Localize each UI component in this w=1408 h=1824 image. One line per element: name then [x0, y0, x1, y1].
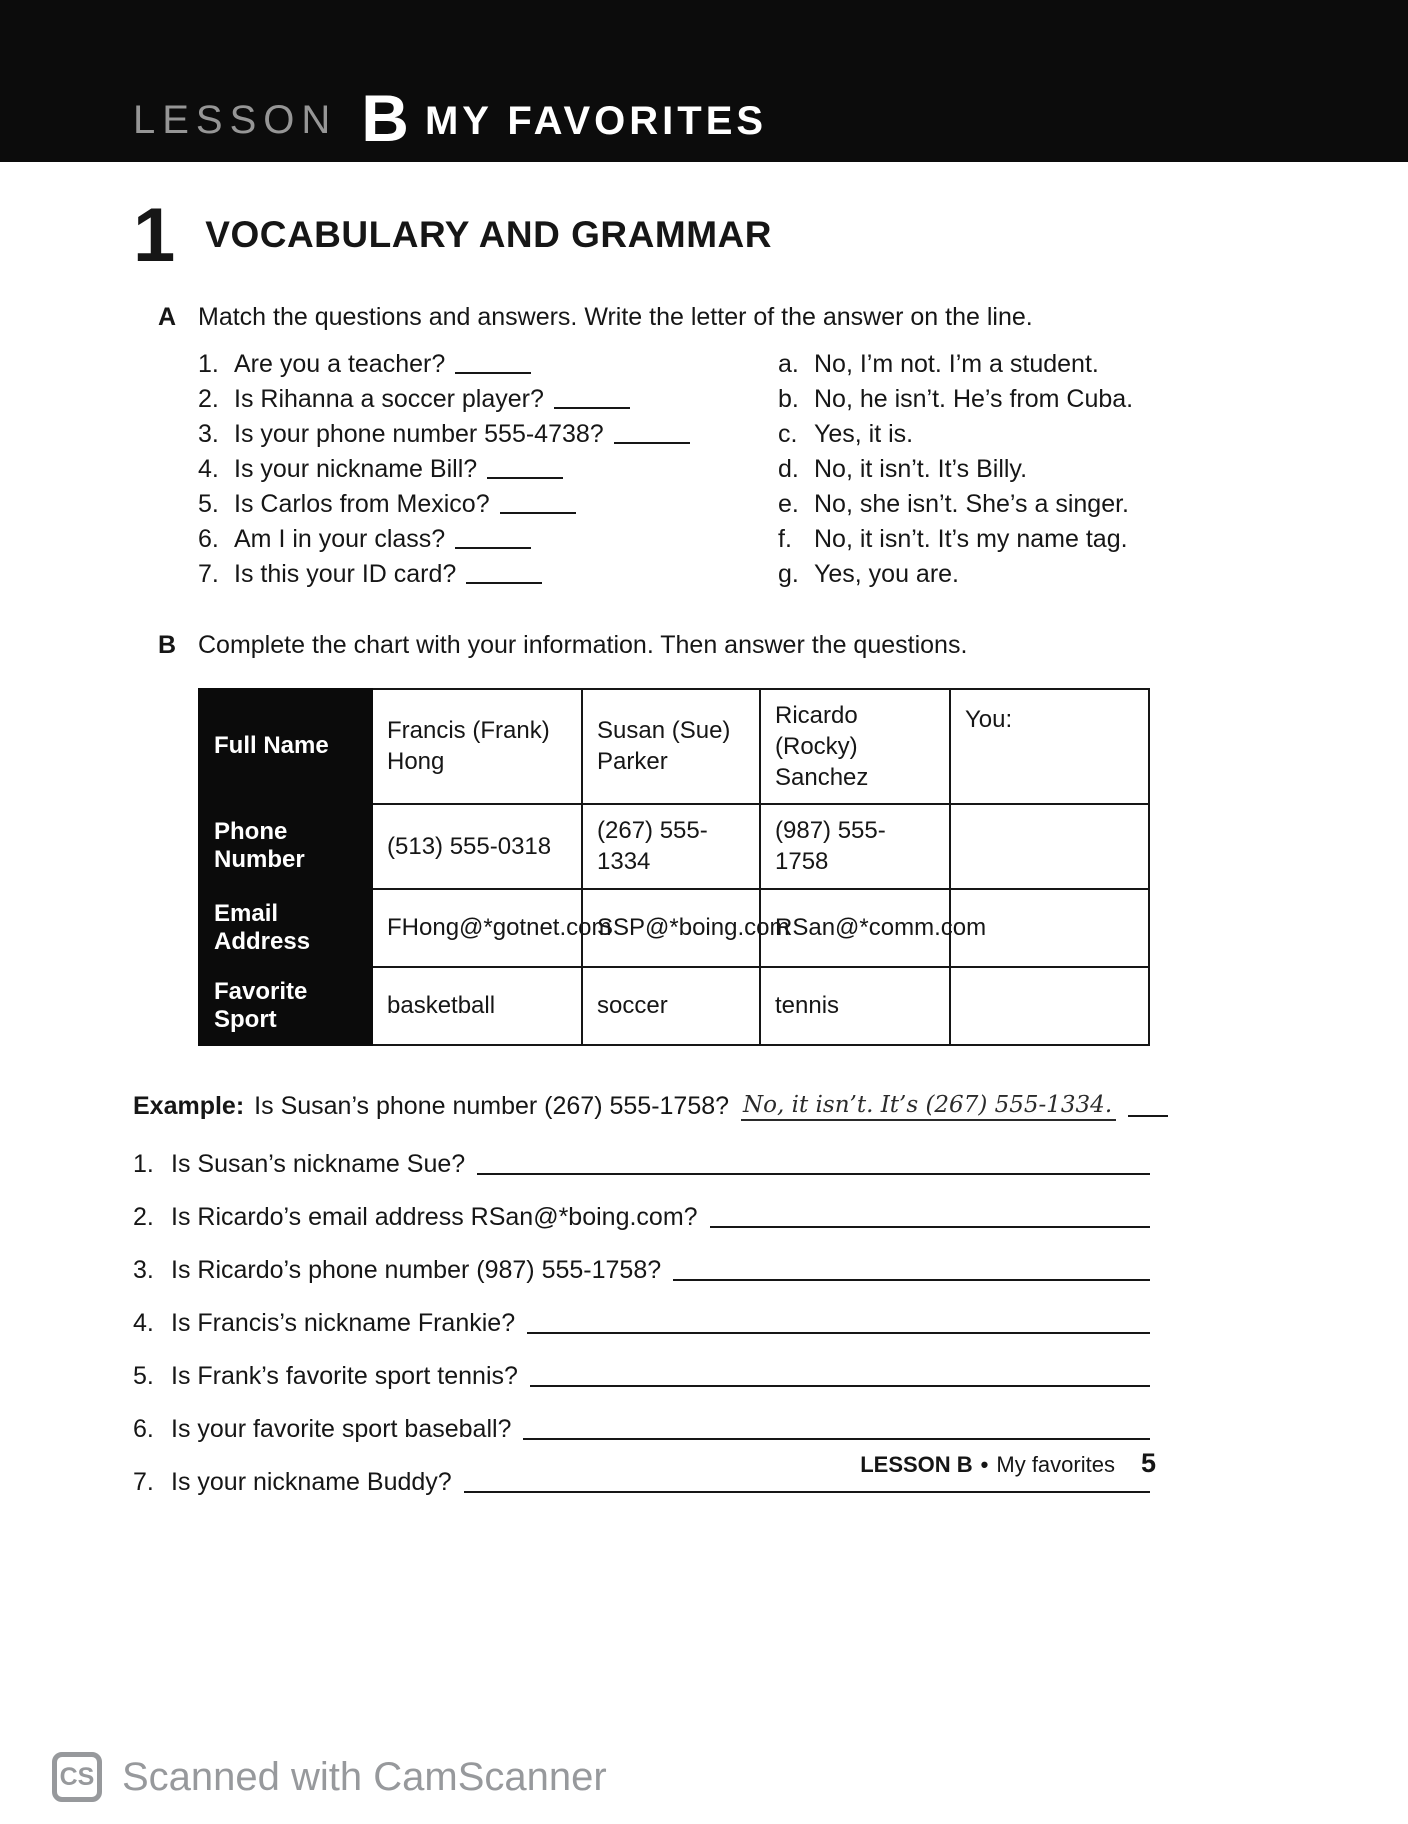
table-row-sport [199, 967, 1149, 1045]
question-row [133, 1308, 1150, 1338]
example-question: Is Susan’s phone number (267) 555-1758? [254, 1092, 730, 1121]
section-title: VOCABULARY AND GRAMMAR [205, 214, 772, 255]
question-row [133, 1361, 1150, 1391]
part-a-instructions: Match the questions and answers. Write the letter of the answer on the line. [198, 302, 1033, 331]
matching-exercise [133, 349, 1150, 597]
question-text: Is your favorite sport baseball? [171, 1414, 512, 1443]
part-a-label: A [158, 302, 177, 331]
question-text: Is Ricardo’s email address RSan@*boing.com? [171, 1202, 698, 1231]
question-number: 7. [133, 1467, 154, 1496]
answer-row [778, 489, 1150, 518]
answer-blank[interactable] [466, 582, 542, 584]
question-row [133, 1255, 1150, 1285]
row-header-phone: Phone Number [199, 804, 372, 888]
answer-text: No, I’m not. I’m a student. [814, 349, 1099, 378]
question-number: 1. [133, 1149, 154, 1178]
question-number: 2. [198, 384, 219, 413]
question-number: 1. [198, 349, 219, 378]
answer-line[interactable] [527, 1332, 1150, 1334]
question-row [198, 419, 778, 448]
answer-blank[interactable] [500, 512, 576, 514]
question-number: 6. [133, 1414, 154, 1443]
answer-line[interactable] [710, 1226, 1150, 1228]
answer-line [1128, 1115, 1168, 1117]
question-number: 4. [133, 1308, 154, 1337]
page-footer [860, 1448, 1156, 1479]
table-row-phone [199, 804, 1149, 888]
cell-susan-sport: soccer [582, 967, 760, 1045]
question-row [198, 454, 778, 483]
answer-text: No, he isn’t. He’s from Cuba. [814, 384, 1134, 413]
answer-text: Yes, it is. [814, 419, 914, 448]
question-text: Is your phone number 555-4738? [234, 419, 604, 448]
question-number: 4. [198, 454, 219, 483]
answer-text: Yes, you are. [814, 559, 960, 588]
answer-blank[interactable] [614, 442, 690, 444]
answer-letter: a. [778, 349, 799, 378]
lesson-letter: B [361, 80, 409, 155]
question-text: Is Frank’s favorite sport tennis? [171, 1361, 518, 1390]
cell-francis-name: Francis (Frank) Hong [372, 689, 582, 805]
cell-francis-email: FHong@*gotnet.com [372, 889, 582, 967]
table-row-full-name [199, 689, 1149, 805]
cell-susan-phone: (267) 555-1334 [582, 804, 760, 888]
camscanner-watermark [52, 1752, 607, 1802]
answer-row [778, 419, 1150, 448]
answer-text: No, it isn’t. It’s my name tag. [814, 524, 1128, 553]
question-row [198, 524, 778, 553]
answer-text: No, it isn’t. It’s Billy. [814, 454, 1028, 483]
cell-susan-email: SSP@*boing.com [582, 889, 760, 967]
question-number: 7. [198, 559, 219, 588]
answer-row [778, 349, 1150, 378]
questions-column [198, 349, 778, 597]
question-text: Is Susan’s nickname Sue? [171, 1149, 466, 1178]
question-number: 6. [198, 524, 219, 553]
question-number: 3. [133, 1255, 154, 1284]
question-number: 5. [198, 489, 219, 518]
info-table [198, 688, 1150, 1046]
question-text: Are you a teacher? [234, 349, 446, 378]
part-b-label: B [158, 630, 177, 659]
question-text: Is Carlos from Mexico? [234, 489, 490, 518]
row-header-full-name: Full Name [199, 689, 372, 805]
page-number: 5 [1140, 1448, 1156, 1478]
footer-lesson-label: LESSON B [860, 1452, 973, 1477]
row-header-sport: Favorite Sport [199, 967, 372, 1045]
table-row-email [199, 889, 1149, 967]
cell-francis-phone: (513) 555-0318 [372, 804, 582, 888]
cell-ricardo-phone: (987) 555-1758 [760, 804, 950, 888]
lesson-title: MY FAVORITES [424, 99, 768, 143]
section-number: 1 [133, 193, 176, 278]
answer-letter: g. [778, 559, 799, 588]
answer-letter: e. [778, 489, 799, 518]
answers-column [778, 349, 1150, 597]
answer-blank[interactable] [554, 407, 630, 409]
cell-ricardo-email: RSan@*comm.com [760, 889, 950, 967]
question-row [198, 489, 778, 518]
cell-francis-sport: basketball [372, 967, 582, 1045]
question-text: Is your nickname Bill? [234, 454, 478, 483]
part-a-header [133, 303, 1150, 332]
answer-letter: c. [778, 419, 798, 448]
camscanner-text: Scanned with CamScanner [122, 1754, 607, 1799]
cell-you-sport[interactable] [950, 967, 1149, 1045]
question-row [198, 349, 778, 378]
answer-letter: b. [778, 384, 799, 413]
section-heading [133, 193, 1150, 278]
answer-line[interactable] [673, 1279, 1150, 1281]
example-row [133, 1092, 1150, 1121]
answer-row [778, 454, 1150, 483]
question-row [198, 384, 778, 413]
footer-bullet: • [980, 1452, 989, 1477]
answer-line[interactable] [477, 1173, 1150, 1175]
row-header-email: Email Address [199, 889, 372, 967]
question-number: 3. [198, 419, 219, 448]
part-b-header [133, 631, 1150, 660]
question-number: 5. [133, 1361, 154, 1390]
cell-you-phone[interactable] [950, 804, 1149, 888]
question-text: Am I in your class? [234, 524, 446, 553]
question-row [133, 1202, 1150, 1232]
answer-letter: d. [778, 454, 799, 483]
answer-letter: f. [778, 524, 792, 553]
question-number: 2. [133, 1202, 154, 1231]
question-text: Is your nickname Buddy? [171, 1467, 452, 1496]
answer-line[interactable] [464, 1491, 1150, 1493]
lesson-banner [0, 0, 1408, 162]
example-answer-handwritten: No, it isn’t. It’s (267) 555-1334. [741, 1092, 1116, 1121]
answer-text: No, she isn’t. She’s a singer. [814, 489, 1129, 518]
answer-blank[interactable] [487, 477, 563, 479]
answer-blank[interactable] [455, 372, 531, 374]
question-row [133, 1149, 1150, 1179]
lesson-label: LESSON [133, 98, 338, 142]
answer-line[interactable] [523, 1438, 1150, 1440]
question-text: Is Francis’s nickname Frankie? [171, 1308, 516, 1337]
cell-ricardo-sport: tennis [760, 967, 950, 1045]
question-row [198, 559, 778, 588]
answer-line[interactable] [530, 1385, 1150, 1387]
answer-row [778, 524, 1150, 553]
part-b-questions [133, 1149, 1150, 1497]
question-text: Is this your ID card? [234, 559, 457, 588]
answer-row [778, 384, 1150, 413]
cell-ricardo-name: Ricardo (Rocky) Sanchez [760, 689, 950, 805]
question-text: Is Rihanna a soccer player? [234, 384, 544, 413]
camscanner-logo-icon: CS [52, 1752, 102, 1802]
question-row [133, 1414, 1150, 1444]
footer-lesson-title: My favorites [996, 1452, 1115, 1477]
question-text: Is Ricardo’s phone number (987) 555-1758? [171, 1255, 662, 1284]
cell-you-name[interactable]: You: [950, 689, 1149, 805]
page-content [0, 162, 1408, 1497]
part-b-instructions: Complete the chart with your information. Then answer the questions. [198, 630, 968, 659]
answer-row [778, 559, 1150, 588]
example-label: Example: [133, 1092, 245, 1121]
cell-susan-name: Susan (Sue) Parker [582, 689, 760, 805]
answer-blank[interactable] [455, 547, 531, 549]
